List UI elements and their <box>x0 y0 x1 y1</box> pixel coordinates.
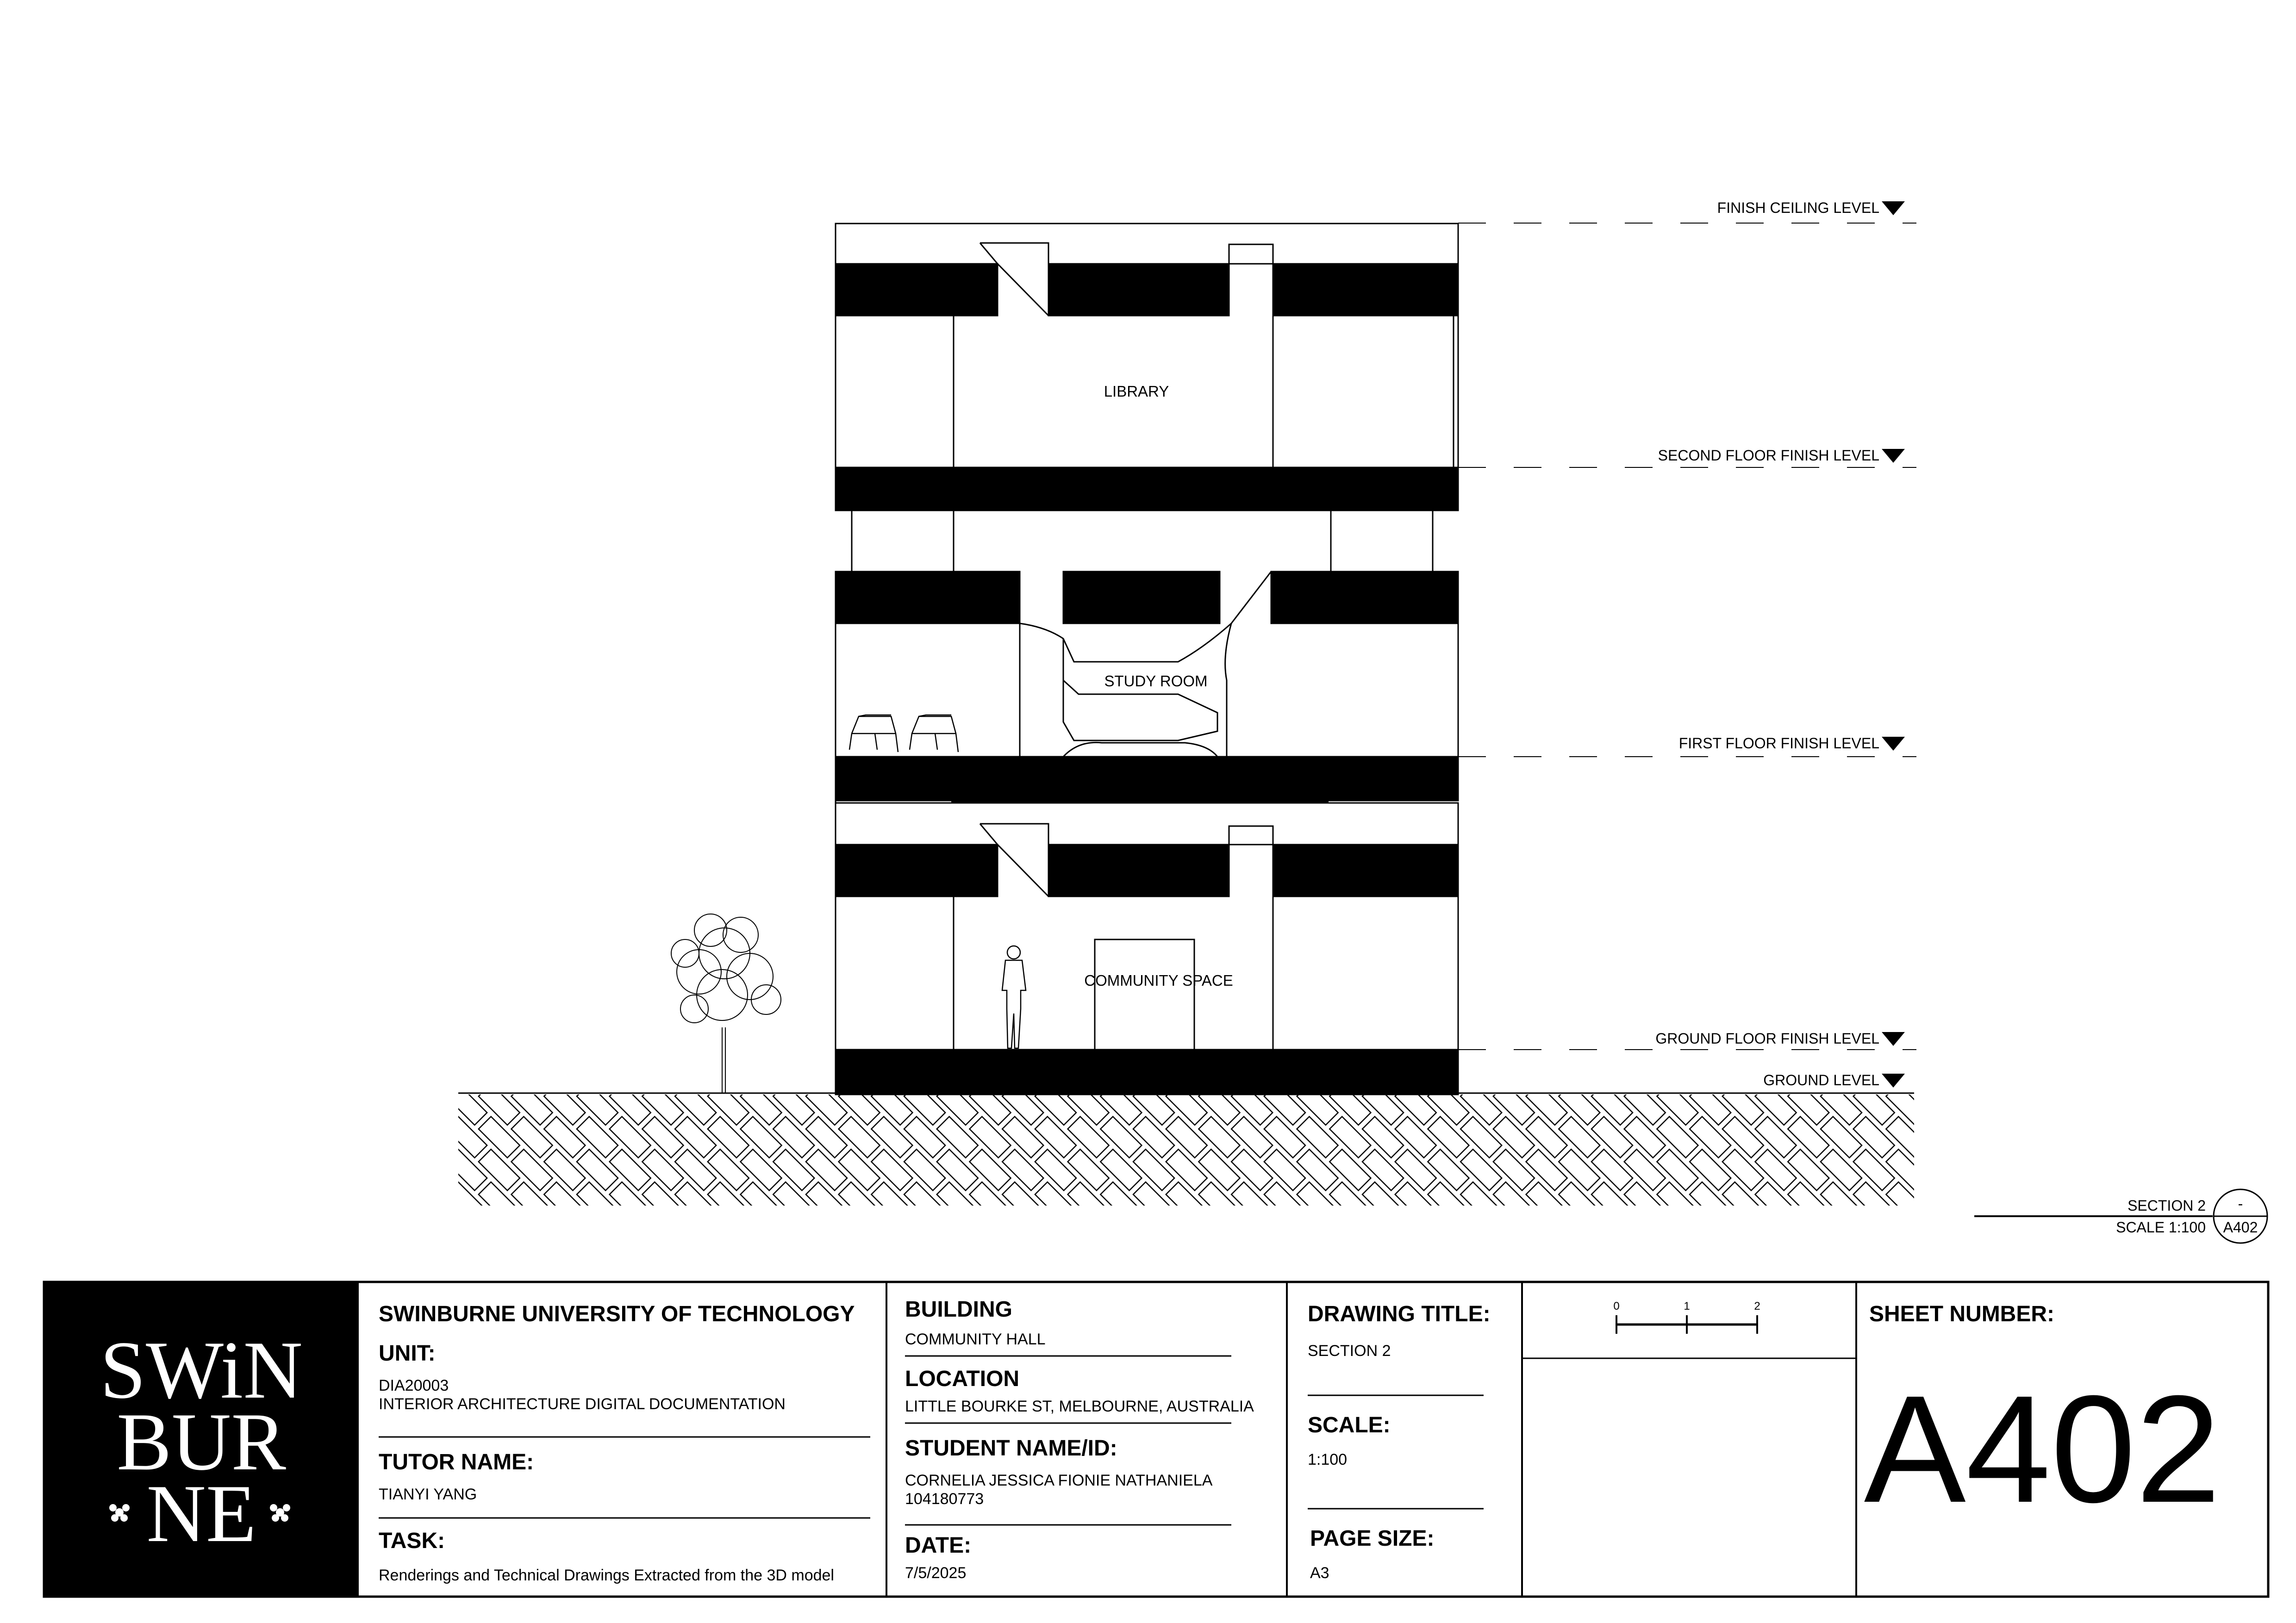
student-id: 104180773 <box>905 1490 984 1508</box>
section-tag-title: SECTION 2 <box>2128 1197 2206 1214</box>
location-label: LOCATION <box>905 1367 1020 1391</box>
study-slab-right <box>1271 572 1458 623</box>
second-floor-slab <box>836 467 1458 510</box>
date-label: DATE: <box>905 1533 972 1558</box>
logo-line-2: BUR <box>117 1396 286 1487</box>
ground-slab-left <box>836 845 998 896</box>
ground-hatch <box>458 1093 1914 1206</box>
room-label-community-space: COMMUNITY SPACE <box>1084 972 1233 989</box>
level-label-first-floor: FIRST FLOOR FINISH LEVEL <box>1678 735 1879 752</box>
student-name: CORNELIA JESSICA FIONIE NATHANIELA <box>905 1472 1213 1489</box>
unit-label: UNIT: <box>379 1341 436 1366</box>
person-icon <box>1002 946 1026 1048</box>
tutor-name: TIANYI YANG <box>379 1486 477 1503</box>
room-label-library: LIBRARY <box>1104 383 1169 400</box>
roof-slab-left <box>836 264 998 316</box>
task-label: TASK: <box>379 1529 445 1553</box>
ground-slab-right <box>1273 845 1458 896</box>
logo-line-3: NE <box>146 1468 256 1559</box>
sheet-number-label: SHEET NUMBER: <box>1869 1302 2055 1326</box>
title-block <box>44 1282 2268 1597</box>
page-size-label: PAGE SIZE: <box>1310 1526 1435 1551</box>
section-tag <box>1974 1189 2267 1243</box>
logo-line-1: SWiN <box>100 1324 303 1416</box>
tutor-label: TUTOR NAME: <box>379 1450 534 1474</box>
scale-value: 1:100 <box>1308 1451 1348 1468</box>
task-value: Renderings and Technical Drawings Extracted from the 3D model <box>379 1567 834 1584</box>
ground-slab-mid <box>1048 845 1229 896</box>
level-label-second-floor: SECOND FLOOR FINISH LEVEL <box>1658 447 1879 464</box>
ground-floor-slab <box>836 1050 1458 1094</box>
section-bubble-top: - <box>2238 1195 2243 1212</box>
building-label: BUILDING <box>905 1297 1012 1322</box>
location-value: LITTLE BOURKE ST, MELBOURNE, AUSTRALIA <box>905 1398 1254 1415</box>
community-door <box>1095 939 1194 1050</box>
roof-slab-mid <box>1048 264 1229 316</box>
study-slab-left <box>836 572 1020 623</box>
student-label: STUDENT NAME/ID: <box>905 1436 1117 1461</box>
chair-icon <box>849 715 958 752</box>
scale-bar-tick-1: 1 <box>1684 1300 1690 1312</box>
university-name: SWINBURNE UNIVERSITY OF TECHNOLOGY <box>379 1302 855 1326</box>
roof-slab-right <box>1273 264 1458 316</box>
study-slab-mid <box>1063 572 1220 623</box>
drawing-title-value: SECTION 2 <box>1308 1342 1391 1360</box>
page-size-value: A3 <box>1310 1564 1329 1582</box>
scale-bar-tick-2: 2 <box>1754 1300 1760 1312</box>
building-section <box>836 224 1458 1094</box>
section-bubble-bottom: A402 <box>2223 1219 2258 1236</box>
unit-code: DIA20003 <box>379 1377 449 1394</box>
unit-name: INTERIOR ARCHITECTURE DIGITAL DOCUMENTATION <box>379 1395 786 1413</box>
scale-label: SCALE: <box>1308 1413 1391 1437</box>
sheet-number-value: A402 <box>1864 1363 2221 1534</box>
date-value: 7/5/2025 <box>905 1564 967 1582</box>
scale-bar <box>1616 1315 1757 1334</box>
level-label-ground-floor: GROUND FLOOR FINISH LEVEL <box>1655 1030 1879 1047</box>
level-label-finish-ceiling: FINISH CEILING LEVEL <box>1717 199 1879 216</box>
first-floor-slab <box>836 757 1458 801</box>
building-value: COMMUNITY HALL <box>905 1331 1046 1348</box>
level-triangles <box>1882 201 1905 1088</box>
level-markers <box>1458 223 1916 1050</box>
section-tag-scale: SCALE 1:100 <box>2116 1219 2206 1236</box>
tree-icon <box>671 914 781 1093</box>
drawing-title-label: DRAWING TITLE: <box>1308 1302 1491 1326</box>
scale-bar-tick-0: 0 <box>1613 1300 1620 1312</box>
room-label-study-room: STUDY ROOM <box>1104 672 1208 690</box>
level-label-ground: GROUND LEVEL <box>1763 1072 1879 1088</box>
